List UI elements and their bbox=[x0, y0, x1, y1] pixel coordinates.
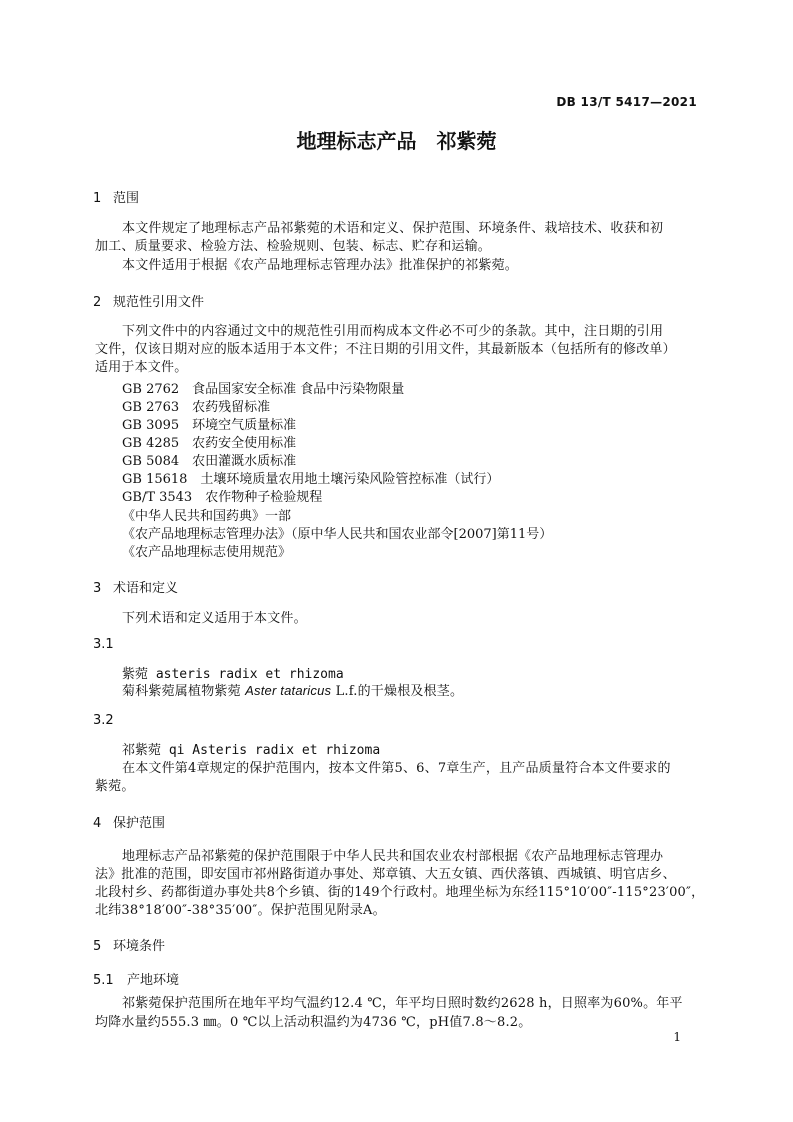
section-title: 环境条件 bbox=[113, 939, 166, 954]
reference-item: GB 5084 农田灌溉水质标准 bbox=[122, 454, 297, 469]
subsection-title: 产地环境 bbox=[127, 973, 180, 988]
paragraph-line: 均降水量约555.3 ㎜。0 ℃以上活动积温约为4736 ℃，pH值7.8～8.2。 bbox=[95, 1015, 532, 1030]
section-number: 3 bbox=[93, 581, 102, 596]
paragraph-line: 本文件规定了地理标志产品祁紫菀的术语和定义、保护范围、环境条件、栽培技术、收获和初 bbox=[122, 221, 664, 236]
term-number: 3.2 bbox=[93, 713, 114, 728]
section-number: 1 bbox=[93, 191, 102, 206]
section-title: 规范性引用文件 bbox=[113, 295, 205, 310]
paragraph-line: 紫菀。 bbox=[95, 779, 135, 794]
section-title: 术语和定义 bbox=[113, 581, 179, 596]
subsection-5-1-heading bbox=[93, 969, 179, 988]
section-number: 2 bbox=[93, 295, 102, 310]
paragraph-line: 文件，仅该日期对应的版本适用于本文件；不注日期的引用文件，其最新版本（包括所有的修改单） bbox=[95, 342, 676, 357]
paragraph-line: 法》批准的范围，即安国市祁州路街道办事处、郑章镇、大五女镇、西伏落镇、西城镇、明官店乡、 bbox=[95, 867, 676, 882]
term-entry: 紫菀 asteris radix et rhizoma bbox=[122, 667, 344, 682]
reference-item: GB 2762 食品国家安全标准 食品中污染物限量 bbox=[122, 382, 405, 397]
page-number: 1 bbox=[673, 1030, 681, 1044]
section-2-heading bbox=[93, 291, 204, 310]
paragraph-line: 在本文件第4章规定的保护范围内，按本文件第5、6、7章生产，且产品质量符合本文件要求的 bbox=[122, 761, 671, 776]
paragraph-line: 北纬38°18′00″-38°35′00″。保护范围见附录A。 bbox=[95, 903, 386, 918]
paragraph-line: 本文件适用于根据《农产品地理标志管理办法》批准保护的祁紫菀。 bbox=[122, 258, 519, 273]
section-number: 5 bbox=[93, 939, 102, 954]
document-title: 地理标志产品 祁紫菀 bbox=[296, 129, 497, 153]
section-4-heading bbox=[93, 812, 165, 831]
reference-item: GB/T 3543 农作物种子检验规程 bbox=[122, 490, 323, 505]
section-title: 范围 bbox=[113, 191, 140, 206]
section-number: 4 bbox=[93, 816, 102, 831]
paragraph-line: 地理标志产品祁紫菀的保护范围限于中华人民共和国农业农村部根据《农产品地理标志管理办 bbox=[122, 849, 664, 864]
term-entry: 祁紫菀 qi Asteris radix et rhizoma bbox=[122, 743, 381, 758]
paragraph-line: 祁紫菀保护范围所在地年平均气温约12.4 ℃，年平均日照时数约2628 h，日照率为60%。年平 bbox=[122, 996, 683, 1011]
reference-item: 《农产品地理标志使用规范》 bbox=[122, 545, 292, 560]
section-3-heading bbox=[93, 577, 178, 596]
section-5-heading bbox=[93, 935, 165, 954]
paragraph-line: 下列术语和定义适用于本文件。 bbox=[122, 611, 307, 626]
term-number: 3.1 bbox=[93, 637, 114, 652]
paragraph-line: 北段村乡、药都街道办事处共8个乡镇、街的149个行政村。地理坐标为东经115°10′00″-115°23′00″， bbox=[95, 885, 705, 900]
paragraph-line: 下列文件中的内容通过文中的规范性引用而构成本文件必不可少的条款。其中，注日期的引用 bbox=[122, 324, 664, 339]
reference-item: GB 4285 农药安全使用标准 bbox=[122, 436, 297, 451]
reference-item: GB 2763 农药残留标准 bbox=[122, 400, 271, 415]
subsection-number: 5.1 bbox=[93, 973, 114, 988]
reference-item: GB 15618 土壤环境质量农用地土壤污染风险管控标准（试行） bbox=[122, 472, 500, 487]
reference-item: 《农产品地理标志管理办法》（原中华人民共和国农业部令[2007]第11号） bbox=[122, 527, 553, 542]
paragraph-line: 加工、质量要求、检验方法、检验规则、包装、标志、贮存和运输。 bbox=[95, 239, 492, 254]
term-definition: 菊科紫菀属植物紫菀 Aster tataricus L.f.的干燥根及根茎。 bbox=[122, 683, 464, 699]
reference-item: GB 3095 环境空气质量标准 bbox=[122, 418, 297, 433]
latin-name: Aster tataricus bbox=[245, 683, 332, 698]
reference-item: 《中华人民共和国药典》一部 bbox=[122, 509, 292, 524]
section-title: 保护范围 bbox=[113, 816, 166, 831]
standard-number: DB 13/T 5417—2021 bbox=[556, 95, 697, 109]
section-1-heading bbox=[93, 187, 139, 206]
paragraph-line: 适用于本文件。 bbox=[95, 360, 188, 375]
